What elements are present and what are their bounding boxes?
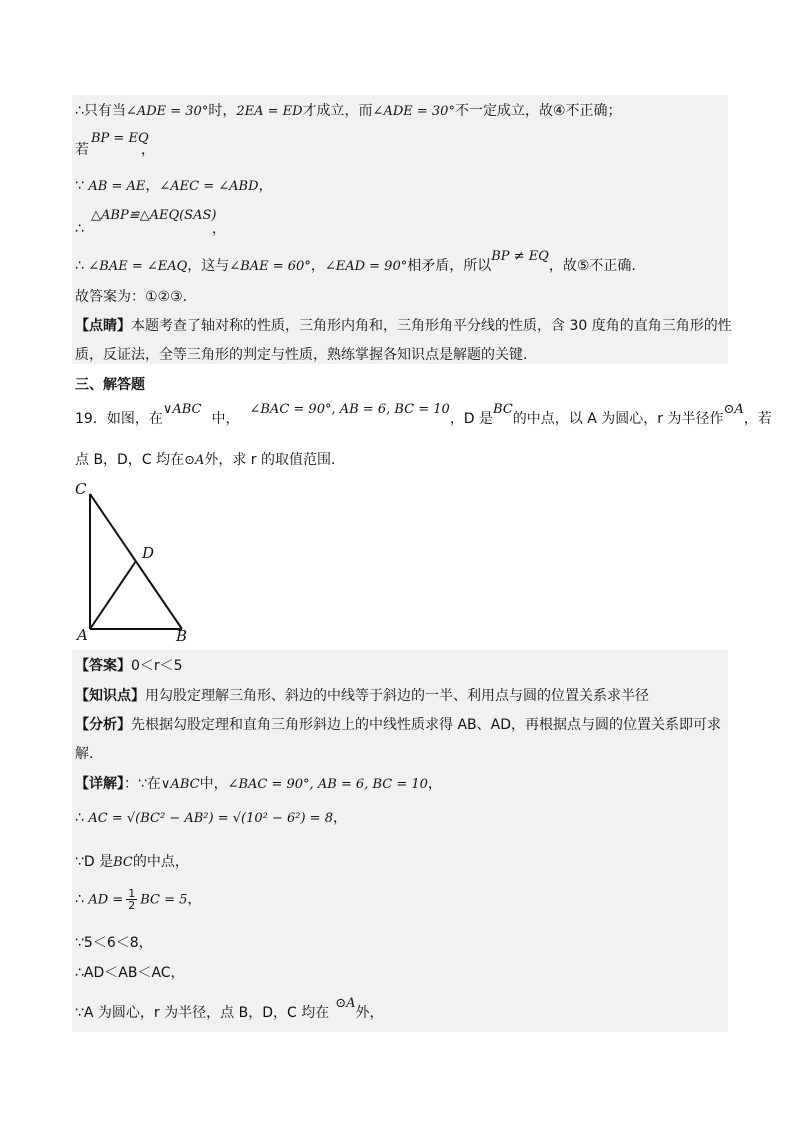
- step-3: [75, 888, 201, 911]
- median-ad: [90, 561, 136, 629]
- formula: ∠ADE = 30°: [372, 104, 455, 119]
- analysis-line-2: [75, 744, 93, 764]
- text: 才成立，而: [302, 103, 373, 119]
- analysis-text-2: 解.: [75, 746, 94, 762]
- analysis-line: [75, 715, 721, 735]
- upper-line-1: [75, 101, 622, 122]
- text: ，: [332, 810, 347, 826]
- formula: ⊙A: [184, 453, 205, 468]
- text: ，: [310, 258, 325, 274]
- formula: 2EA = ED: [236, 104, 303, 119]
- label-c: C: [75, 480, 87, 498]
- text: ，故⑤不正确.: [548, 258, 636, 274]
- text: ，: [211, 221, 226, 237]
- text: 的中点，: [132, 854, 189, 870]
- text: 外，: [355, 1005, 384, 1021]
- text: ∴: [75, 810, 84, 826]
- text: ∴: [75, 221, 84, 237]
- text: 中，: [199, 776, 228, 792]
- answer-text: 0＜r＜5: [131, 658, 183, 674]
- text: ，若: [743, 411, 772, 427]
- formula: AB = AE: [88, 179, 146, 194]
- step-5: [75, 963, 185, 983]
- answer-tag: 【答案】: [75, 658, 131, 674]
- label-a: A: [77, 626, 88, 643]
- text: ，: [141, 142, 155, 158]
- formula: AD =: [88, 892, 124, 908]
- upper-line-10: [75, 345, 527, 365]
- step-4: [75, 933, 153, 953]
- fraction-numerator: 1: [128, 887, 136, 900]
- text: ∵: [75, 178, 84, 194]
- step-2: [75, 852, 189, 873]
- detail-line: [75, 774, 442, 795]
- text: 若: [75, 142, 89, 158]
- formula: BP ≠ EQ: [491, 249, 549, 264]
- text: 19．如图，在: [75, 411, 163, 427]
- text: 质，反证法，全等三角形的判定与性质，熟练掌握各知识点是解题的关键.: [75, 347, 528, 363]
- text: ：∵在: [124, 776, 161, 792]
- text: ∵5＜6＜8，: [75, 935, 153, 951]
- text: ∴: [75, 258, 84, 274]
- problem-line-2: [75, 450, 335, 471]
- answer-line: [75, 656, 183, 676]
- text: 的中点，以 A 为圆心，r 为半径作: [512, 411, 724, 427]
- text: ∵A 为圆心，r 为半径，点 B，D，C 均在: [75, 1005, 330, 1021]
- text: ，这与: [187, 258, 230, 274]
- text: 点 B，D，C 均在: [75, 452, 185, 468]
- text: 外，求 r 的取值范围.: [204, 452, 336, 468]
- formula: ∠ADE = 30°: [125, 104, 209, 119]
- formula: AC = √(BC² − AB²) = √(10² − 6²) = 8: [88, 811, 333, 826]
- upper-line-7: [75, 249, 636, 277]
- text: 时，: [208, 103, 237, 119]
- text: ∴只有当: [75, 103, 126, 119]
- text: 故答案为：①②③.: [75, 289, 188, 305]
- text: 不一定成立，故④不正确；: [454, 103, 622, 119]
- upper-line-9: [75, 316, 732, 336]
- problem-line-1: [75, 402, 772, 430]
- knowledge-tag: 【知识点】: [75, 688, 145, 704]
- formula: ∠BAC = 90°, AB = 6, BC = 10: [249, 402, 450, 417]
- formula: ∠AEC = ∠ABD: [159, 179, 259, 194]
- text: ，: [187, 891, 202, 908]
- tip-tag: 【点睛】: [75, 318, 131, 334]
- step-1: [75, 808, 347, 829]
- knowledge-line: [75, 686, 649, 706]
- text: 中，: [211, 411, 240, 427]
- fraction-denominator: 2: [128, 899, 136, 912]
- text: ，: [427, 776, 442, 792]
- formula: BC: [493, 402, 513, 417]
- text: ，: [145, 178, 160, 194]
- formula: ⊙A: [723, 402, 744, 417]
- triangle-figure: [70, 478, 200, 643]
- step-6: [75, 996, 384, 1024]
- detail-tag: 【详解】: [75, 776, 124, 792]
- upper-line-6: [75, 219, 226, 239]
- text: ，: [258, 178, 273, 194]
- text: 本题考查了轴对称的性质，三角形内角和，三角形角平分线的性质，含 30 度角的直角三角形的性: [131, 318, 732, 334]
- section-title: 三、解答题: [75, 377, 145, 393]
- text: ，D 是: [449, 411, 494, 427]
- formula: BC = 5: [140, 892, 188, 908]
- formula: ∨ABC: [160, 777, 200, 792]
- formula: ∨ABC: [162, 402, 202, 417]
- formula: ∠BAC = 90°, AB = 6, BC = 10: [227, 777, 428, 792]
- upper-line-8: [75, 287, 187, 307]
- knowledge-text: 用勾股定理解三角形、斜边的中线等于斜边的一半、利用点与圆的位置关系求半径: [145, 688, 649, 704]
- formula: BC: [113, 855, 133, 870]
- formula: ∠BAE = ∠EAQ: [88, 259, 188, 274]
- formula: BP = EQ: [91, 131, 149, 146]
- text: ∴: [75, 891, 84, 908]
- label-d: D: [142, 544, 155, 562]
- label-b: B: [176, 627, 188, 643]
- text: ∴AD＜AB＜AC，: [75, 965, 185, 981]
- upper-line-4: [75, 176, 273, 197]
- upper-line-3: [75, 140, 155, 160]
- formula: ∠BAE = 60°: [229, 259, 311, 274]
- analysis-text: 先根据勾股定理和直角三角形斜边上的中线性质求得 AB、AD，再根据点与圆的位置关系即可求: [131, 717, 721, 733]
- formula: △ABP≌△AEQ(SAS): [91, 208, 217, 223]
- formula: ∠EAD = 90°: [324, 259, 408, 274]
- formula: ⊙A: [335, 996, 356, 1011]
- fraction-one-half: [126, 888, 137, 911]
- analysis-tag: 【分析】: [75, 717, 131, 733]
- text: 相矛盾，所以: [407, 258, 492, 274]
- text: ∵D 是: [75, 854, 114, 870]
